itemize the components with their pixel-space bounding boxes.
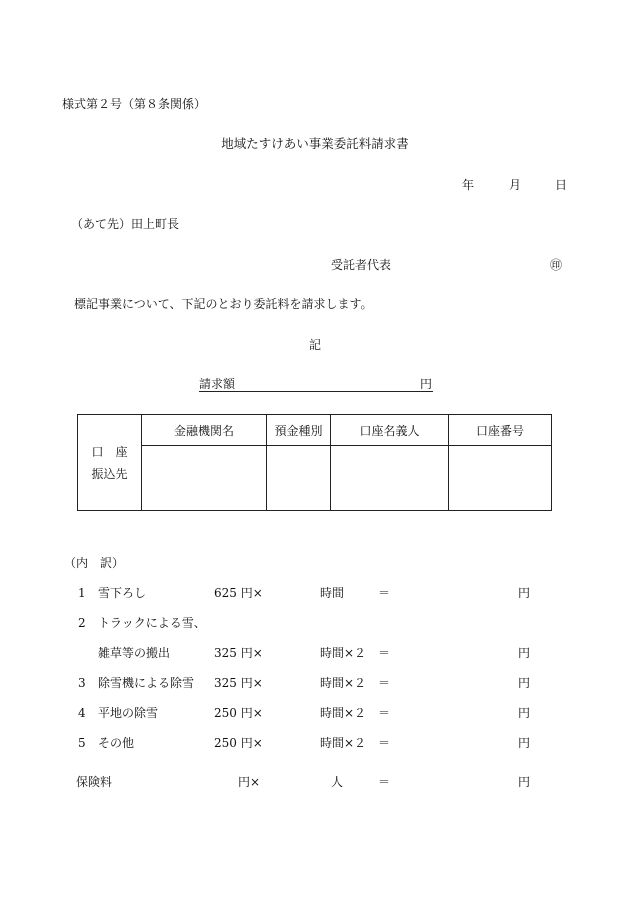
account-label-line1: 口 座 <box>91 444 128 459</box>
item-num: 2 <box>78 616 86 630</box>
item-name: 除雪機による除雪 <box>98 676 195 690</box>
account-label-line2: 振込先 <box>91 466 128 481</box>
item-num: 3 <box>78 676 86 690</box>
form-label: 様式第２号（第８条関係） <box>62 97 207 111</box>
item-name: トラックによる雪、 <box>98 616 206 630</box>
item-name: 雪下ろし <box>98 586 147 600</box>
item-rate: 250 円× <box>214 706 263 720</box>
item-rate: 625 円× <box>214 586 263 600</box>
insurance-name: 保険料 <box>76 775 113 789</box>
insurance-unit: 人 <box>331 775 344 789</box>
date-day: 日 <box>555 178 568 192</box>
item-num: 4 <box>78 706 86 720</box>
amount-unit: 円 <box>420 377 433 391</box>
item-num: 5 <box>78 736 86 750</box>
item-equals: ＝ <box>378 736 391 750</box>
account-row-label <box>78 415 142 511</box>
header-deposit-type: 預金種別 <box>267 415 331 446</box>
item-equals: ＝ <box>378 676 391 690</box>
cell-deposit-type[interactable] <box>267 446 331 511</box>
item-yen: 円 <box>518 676 531 690</box>
amount-label: 請求額 <box>199 377 236 391</box>
header-account-number: 口座番号 <box>449 415 552 446</box>
item-name: その他 <box>98 736 135 750</box>
cell-account-number[interactable] <box>449 446 552 511</box>
item-name: 平地の除雪 <box>98 706 159 720</box>
item-rate: 250 円× <box>214 736 263 750</box>
seal-mark: ㊞ <box>550 258 563 272</box>
item-yen: 円 <box>518 586 531 600</box>
item-unit: 時間 <box>320 586 345 600</box>
item-unit: 時間×２ <box>320 646 367 660</box>
insurance-equals: ＝ <box>378 775 391 789</box>
addressee: （あて先）田上町長 <box>71 217 180 231</box>
requester-label: 受託者代表 <box>331 258 392 272</box>
item-yen: 円 <box>518 736 531 750</box>
insurance-yen: 円 <box>518 775 531 789</box>
date-year: 年 <box>462 178 475 192</box>
item-unit: 時間×２ <box>320 736 367 750</box>
item-name: 雑草等の搬出 <box>98 646 171 660</box>
item-num: 1 <box>78 586 86 600</box>
item-rate: 325 円× <box>214 676 263 690</box>
amount-underline <box>199 391 433 392</box>
account-table <box>77 414 552 511</box>
breakdown-heading: （内 訳） <box>64 556 125 570</box>
intro-text: 標記事業について、下記のとおり委託料を請求します。 <box>74 297 373 311</box>
item-unit: 時間×２ <box>320 676 367 690</box>
item-equals: ＝ <box>378 706 391 720</box>
item-rate: 325 円× <box>214 646 263 660</box>
item-equals: ＝ <box>378 646 391 660</box>
header-account-holder: 口座名義人 <box>331 415 449 446</box>
item-yen: 円 <box>518 706 531 720</box>
item-yen: 円 <box>518 646 531 660</box>
cell-bank-name[interactable] <box>142 446 267 511</box>
item-unit: 時間×２ <box>320 706 367 720</box>
cell-account-holder[interactable] <box>331 446 449 511</box>
insurance-rate: 円× <box>238 775 261 789</box>
item-equals: ＝ <box>378 586 391 600</box>
date-month: 月 <box>509 178 522 192</box>
header-bank-name: 金融機関名 <box>142 415 267 446</box>
document-title: 地域たすけあい事業委託料請求書 <box>221 136 409 151</box>
ki-heading: 記 <box>308 338 321 352</box>
